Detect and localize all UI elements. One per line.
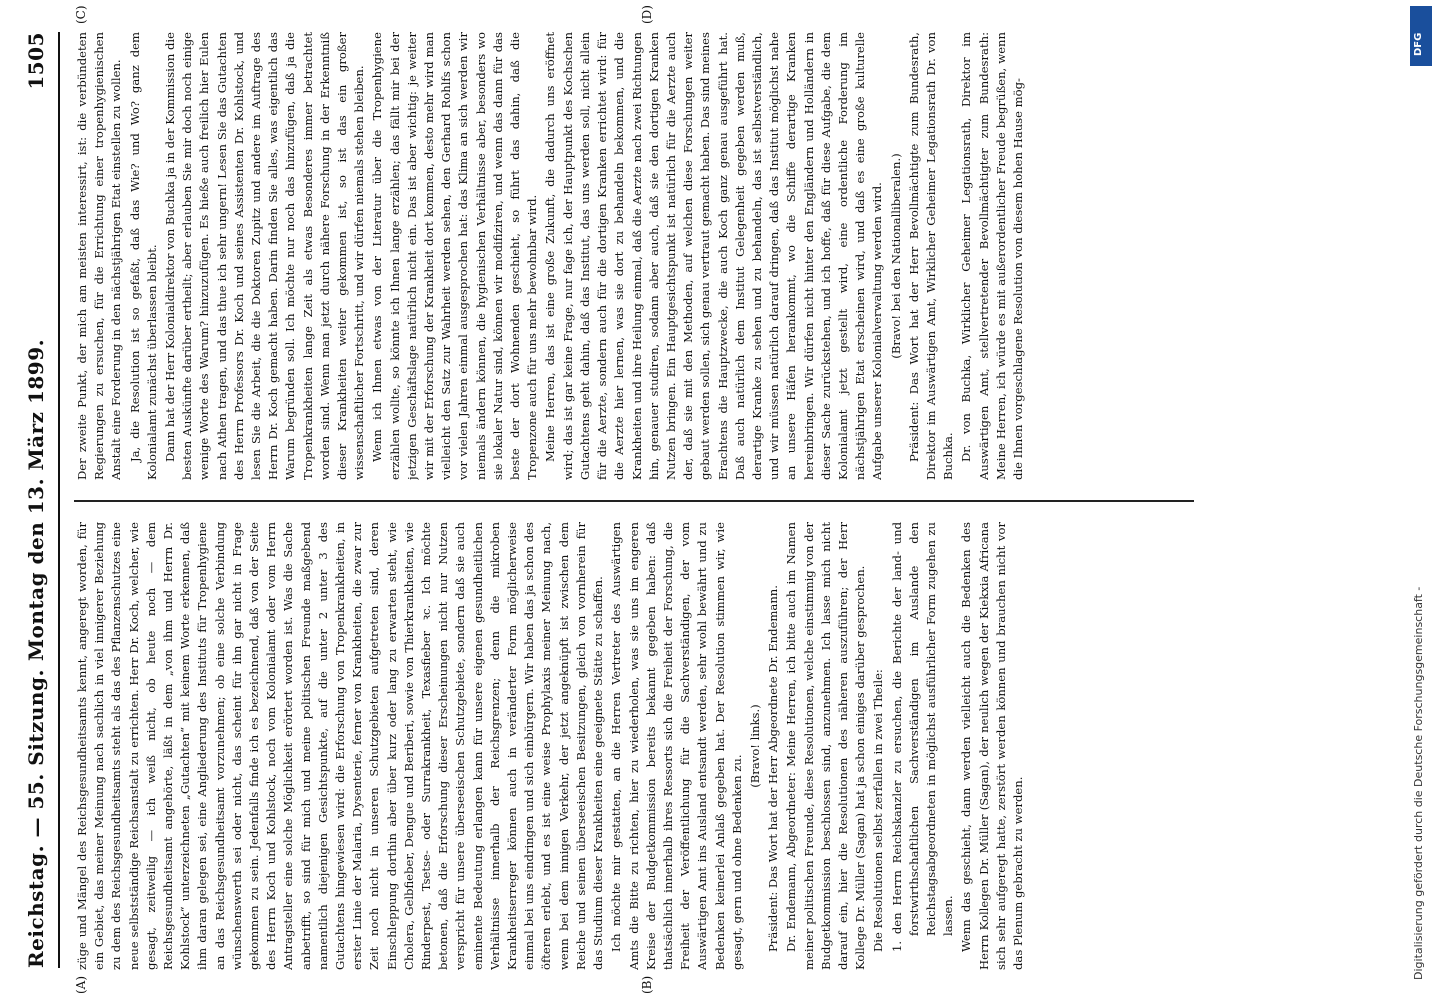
margin-marker-d: (D) <box>640 5 654 24</box>
paragraph-speech: Dr. von Buchka, Wirklicher Geheimer Legationsrath, Direktor im Auswärtigen Amt, stellvertretender Bevollmächtigter zum Bundesrath: Meine Herren, ich würde es mit außerordentlicher Freude begrüßen, wenn die Ihnen vorgeschlagene Resolution von diesem hohen Hause mög- <box>959 32 1025 480</box>
applause-note: (Bravo! links.) <box>747 704 762 788</box>
digitization-note: Digitalisierung gefördert durch die Deutsche Forschungsgemeinschaft - <box>1412 586 1425 980</box>
paragraph: Meine Herren, das ist eine große Zukunft, die dadurch uns eröffnet wird; das ist gar keine Frage, nur fage ich, der Hauptpunkt des Kochschen Gutachtens geht dahin, daß das Institut, das uns werden soll, nicht allein für die Aerzte, sondern auch für die dortigen Kranken errichtet wird: für die Aerzte hier lernen, was sie dort zu behandeln bekommen, und die Krankheiten und ihre Heilung einmal, daß die Aerzte nach zwei Richtungen hin, genauer studiren, sodann aber auch, daß sie den dortigen Kranken Nutzen bringen. Ein Hauptgesichtspunkt ist natürlich für die Aerzte auch der, daß sie mit den Methoden, auf welchen diese Forschungen weiter gebaut werden sollen, sich genau vertraut gemacht haben. Das sind meines Erachtens die Hauptzwecke, die auch Koch ganz genau ausgeführt hat. Daß auch natürlich dem Institut Gelegenheit gegeben werden muß, derartige Kranke zu sehen und zu behandeln, das ist selbstverständlich, und wir müssen natürlich darauf dringen, daß das Institut möglichst nahe an unsere Häfen herankommt, wo die Schiffe derartige Kranken hereinbringen. Wir dürfen nicht hinter den Engländern und Holländern in dieser Sache zurückstehen, und ich hoffe, daß für diese Aufgabe, die dem Kolonialamt jetzt gestellt wird, eine ordentliche Forderung im nächstjährigen Etat erscheinen wird, und daß es eine große kulturelle Aufgabe unserer Kolonialverwaltung werden wird. <box>543 32 885 480</box>
resolution-list-item: 1. den Herrn Reichskanzler zu ersuchen, die Berichte der land- und forstwirthschaftlichen Sachverständigen im Auslande den Reichstagsabgeordneten in möglichst ausführlicher Form zugehen zu lassen. <box>889 522 956 952</box>
page-header <box>18 32 60 968</box>
left-text-column <box>74 522 1214 970</box>
paragraph: Die Resolutionen selbst zerfallen in zwei Theile: <box>871 669 886 952</box>
margin-marker-b: (B) <box>640 975 654 994</box>
paragraph: Ja, die Resolution ist so gefaßt, daß das Wie? und Wo? ganz dem Kolonialamt zunächst überlassen bleibt. <box>127 32 159 480</box>
header-session-title: Reichstag. — 55. Sitzung. <box>24 669 48 968</box>
right-text-column <box>74 32 1214 480</box>
paragraph: Wenn das geschieht, dann werden vielleicht auch die Bedenken des Herrn Kollegen Dr. Müller (Sagan), der neulich wegen der Kiekxia Africana sich sehr aufgeregt hatte, zerstört werden können und brauchen nicht vor das Plenum gebracht zu werden. <box>959 522 1025 970</box>
paragraph: Ich möchte mir gestatten, an die Herren Vertreter des Auswärtigen Amts die Bitte zu richten, hier zu wiederholen, was sie uns im engeren Kreise der Budgetkommission bereits bekannt gegeben haben: daß thatsächlich innerhalb ihres Ressorts sich die Freiheit der Forschung, die Freiheit der Veröffentlichung für die Sachverständigen, der vom Auswärtigen Amt ins Ausland entsandt werden, sehr wohl bewährt und zu Bedenken keinerlei Anlaß gegeben hat. Der Resolution stimmen wir, wie gesagt, gern und ohne Bedenken zu. <box>609 522 744 970</box>
column-divider <box>74 501 1194 503</box>
paragraph: Wenn ich Ihnen etwas von der Literatur über die Tropenhygiene erzählen wollte, so könnte ich Ihnen lange erzählen; das fällt mir bei der jetzigen Geschäftslage natürlich nicht ein. Das ist aber wichtig: je weiter wir mit der Erforschung der Krankheit dort kommen, desto mehr wird man vielleicht den Satz zur Wahrheit werden sehen, den Gerhard Rohlfs schon vor vielen Jahren einmal ausgesprochen hat: das Klima an sich werden wir niemals ändern können, die hygienischen Verhältnisse aber, besonders wo sie lokaler Natur sind, können wir modifiziren, und wenn das dann für das beste der dort Wohnenden geschieht, so führt das dahin, daß die Tropenzone auch für uns mehr bewohnbar wird. <box>370 32 540 480</box>
applause-note: (Bravo! bei den Nationalliberalen.) <box>888 153 903 359</box>
paragraph-president: Präsident: Das Wort hat der Herr Bevollmächtigte zum Bundesrath, Direktor im Auswärtigen Amt, Wirklicher Geheimer Legationsrath Dr. von Buchka. <box>906 32 956 480</box>
dfg-logo-text: DFG <box>1413 32 1424 56</box>
paragraph-speech: Dr. Endemann, Abgeordneter: Meine Herren, ich bitte auch im Namen meiner politischen Freunde, diese Resolutionen, welche einstimmig von der Budgetkommission beschlossen sind, anzunehmen. Ich lasse mich nicht darauf ein, hier die Resolutionen des näheren auszuführen; der Herr Kollege Dr. Müller (Sagan) hat ja schon einiges darüber gesprochen. <box>784 522 868 970</box>
paragraph-president: Präsident: Das Wort hat der Herr Abgeordnete Dr. Endemann. <box>766 585 781 952</box>
header-page-number: 1505 <box>24 32 48 90</box>
paragraph: Dann hat der Herr Kolonialdirektor von Buchka ja in der Kommission die besten Auskünfte darüber ertheilt; aber erlauben Sie mir doch noch einige wenige Worte des Warum? hinzuzufügen. Es hieße auch freilich hier Eulen nach Athen tragen, und das thue ich sehr ungern! Lesen Sie das Gutachten des Herrn Professors Dr. Koch und seines Assistenten Dr. Kohlstock, und lesen Sie die Arbeit, die die Doktoren Zupitz und andere im Auftrage des Herrn Dr. Koch gemacht haben. Darin finden Sie alles, was eigentlich das Warum begründen soll. Ich möchte nur noch das hinzufügen, daß ja die Tropenkrankheiten lange Zeit als etwas Besonderes immer betrachtet worden sind. Wenn man jetzt durch nähere Forschung in der Erkenntniß dieser Krankheiten weiter gekommen ist, so ist das ein großer wissenschaftlicher Fortschritt, und wir dürfen niemals stehen bleiben. <box>163 32 367 480</box>
paragraph: Der zweite Punkt, der mich am meisten interessirt, ist: die verbündeten Regierungen zu ersuchen, für die Errichtung einer tropenhygienischen Anstalt eine Forderung in den nächstjährigen Etat einstellen zu wollen. <box>75 32 124 480</box>
digitization-sidebar <box>1408 0 1434 1000</box>
margin-marker-c: (C) <box>74 5 88 24</box>
margin-marker-a: (A) <box>74 975 88 994</box>
paragraph: züge und Mängel des Reichsgesundheitsamts kennt, angeregt worden, für ein Gebiet, das meiner Meinung nach sachlich in viel innigerer Beziehung zu dem des Reichsgesundheitsamts steht als das des Pflanzenschutzes eine neue selbstständige Reichsanstalt zu errichten. Herr Dr. Koch, welcher, wie gesagt, zeitweilig — ich weiß nicht, ob heute noch — dem Reichsgesundheitsamt angehörte, läßt in dem „von ihm und Herrn Dr. Kohlstock“ unterzeichneten „Gutachten“ mit keinem Worte erkennen, daß ihm daran gelegen sei, eine Angliederung des Instituts für Tropenhygiene an das Reichsgesundheitsamt vorzunehmen; ob eine solche Verbindung wünschenswerth sei oder nicht, das scheint für ihn gar nicht in Frage gekommen zu sein. Jedenfalls finde ich es bezeichnend, daß von der Seite des Herrn Koch und Kohlstock, noch vom Kolonialamt oder vom Herrn Antragsteller eine solche Möglichkeit erörtert worden ist. Was die Sache anbetrifft, so sind für mich und meine politischen Freunde maßgebend namentlich diejenigen Gesichtspunkte, auf die unter 2 unter 3 des Gutachtens hingewiesen wird: die Erforschung von Tropenkrankheiten, in erster Linie der Malaria, Dysenterie, ferner von Krankheiten, die zwar zur Zeit noch nicht in unseren Schutzgebieten aufgetreten sind, deren Einschleppung dorthin aber über kurz oder lang zu erwarten steht, wie Cholera, Gelbfieber, Dengue und Beriberi, sowie von Thierkrankheiten, wie Rinderpest, Tsetse- oder Surrakrankheit, Texasfieber ꝛc. Ich möchte betonen, daß die Erforschung dieser Erscheinungen nicht nur Nutzen verspricht für unsere überseeischen Schutzgebiete, sondern daß sie auch eminente Bedeutung erlangen kann für unsere eigenen gesundheitlichen Verhältnisse innerhalb der Reichsgrenzen; denn die mikroben Krankheitserreger können auch in veränderter Form möglicherweise einmal bei uns eindringen und sich einbürgern. Wir haben das ja schon des öfteren erlebt, und es ist eine weise Prophylaxis meiner Meinung nach, wenn bei dem innigen Verkehr, der jetzt angeknüpft ist zwischen dem Reiche und seinen überseeischen Besitzungen, gleich von vornherein für das Studium dieser Krankheiten eine geeignete Stätte zu schaffen. <box>75 522 606 970</box>
header-date: Montag den 13. März 1899. <box>24 338 48 662</box>
